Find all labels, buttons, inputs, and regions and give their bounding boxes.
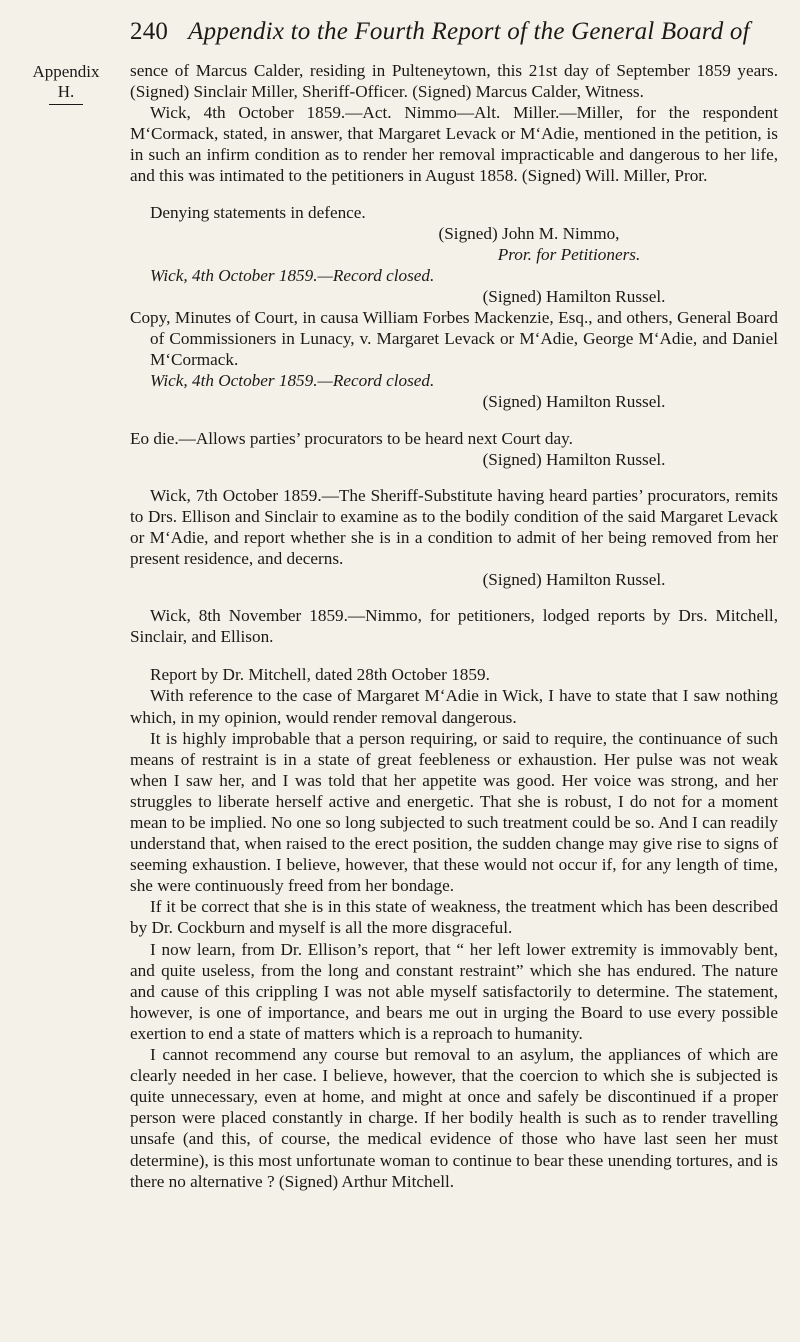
paragraph-denying: Denying statements in defence. — [150, 202, 366, 222]
paragraph-execution: sence of Marcus Calder, residing in Pulteneytown, this 21st day of September 1859 years. (Signed) Sinclair Miller, Sheriff-Officer. (Signed) Marcus Calder, Witness. — [130, 61, 778, 102]
paragraph-record-closed: Wick, 4th October 1859.—Record closed. — [150, 265, 435, 285]
signature-russel-2: (Signed) Hamilton Russel. — [482, 392, 666, 412]
signature-russel-1: (Signed) Hamilton Russel. — [482, 286, 666, 306]
report-paragraph-5: I cannot recommend any course but removal to an asylum, the appliances of which are clearly needed in her case. I believe, however, that the coercion to which she is subjected is quite unnecessary, even at home, and might at once and safely be discontinued if a proper person were placed constantly in charge. If her bodily health is such as to render travelling unsafe (and this, of course, the medical evidence of those who have last seen her must determine), is this most unfortunate woman to continue to bear these unending tortures, and is there no alternative ? (Signed) Arthur Mitchell. — [130, 1045, 778, 1191]
running-header — [130, 18, 750, 46]
appendix-letter: H. — [57, 82, 75, 101]
paragraph-reports-lodged: Wick, 8th November 1859.—Nimmo, for petitioners, lodged reports by Drs. Mitchell, Sinclair, and Ellison. — [130, 606, 778, 647]
paragraph-record-closed-2: Wick, 4th October 1859.—Record closed. — [150, 371, 435, 391]
signature-russel-3: (Signed) Hamilton Russel. — [482, 449, 666, 469]
signature-nimmo-role: Pror. for Petitioners. — [497, 244, 641, 264]
margin-rule — [49, 104, 83, 105]
paragraph-minutes: Copy, Minutes of Court, in causa William Forbes Mackenzie, Esq., and others, General Board of Commissioners in Lunacy, v. Margaret Levack or M‘Adie, George M‘Adie, and Daniel M‘Cormack. — [130, 308, 778, 370]
report-paragraph-4: I now learn, from Dr. Ellison’s report, that “ her left lower extremity is immovably bent, and quite useless, from the long and constant restraint” which she has endured. The nature and cause of this crippling I was not able myself satisfactorily to determine. The statement, however, is one of importance, and bears me out in urging the Board to use every possible exertion to end a state of matters which is a reproach to humanity. — [130, 939, 778, 1043]
signature-russel-4: (Signed) Hamilton Russel. — [482, 570, 666, 590]
page-number: 240 — [130, 18, 169, 45]
paragraph-eo-die: Eo die.—Allows parties’ procurators to be heard next Court day. — [130, 428, 573, 448]
margin-note — [26, 62, 106, 105]
report-paragraph-1: With reference to the case of Margaret M‘Adie in Wick, I have to state that I saw nothing which, in my opinion, would render removal dangerous. — [130, 686, 778, 727]
report-title: Report by Dr. Mitchell, dated 28th October 1859. — [150, 665, 490, 685]
header-title: Appendix to the Fourth Report of the General Board of — [188, 18, 750, 45]
main-text — [130, 60, 778, 1192]
paragraph-defence: Wick, 4th October 1859.—Act. Nimmo—Alt. Miller.—Miller, for the respondent M‘Cormack, stated, in answer, that Margaret Levack or M‘Adie, mentioned in the petition, is in such an infirm condition as to render her removal impracticable and dangerous to her life, and this was intimated to the petitioners in August 1858. (Signed) Will. Miller, Pror. — [130, 103, 778, 186]
report-paragraph-2: It is highly improbable that a person requiring, or said to require, the continuance of such means of restraint is in a state of great feebleness or exhaustion. Her pulse was not weak when I saw her, and I was told that her appetite was good. Her voice was strong, and her struggles to liberate herself active and energetic. That she is robust, I do not for a moment mean to be implied. No one so long subjected to such treatment could be so. And I can readily understand that, when raised to the erect position, the sudden change may give rise to signs of seeming exhaustion. I believe, however, that these would not occur if, for any length of time, she were continuously freed from her bondage. — [130, 728, 778, 896]
signature-nimmo: (Signed) John M. Nimmo, — [438, 223, 620, 243]
paragraph-remit: Wick, 7th October 1859.—The Sheriff-Substitute having heard parties’ procurators, remits to Drs. Ellison and Sinclair to examine as to the bodily condition of the said Margaret Levack or M‘Adie, and report whether she is in a condition to admit of her being removed from her present residence, and decerns. — [130, 485, 778, 568]
appendix-label: Appendix — [32, 62, 100, 81]
report-paragraph-3: If it be correct that she is in this state of weakness, the treatment which has been described by Dr. Cockburn and myself is all the more disgraceful. — [130, 897, 778, 938]
